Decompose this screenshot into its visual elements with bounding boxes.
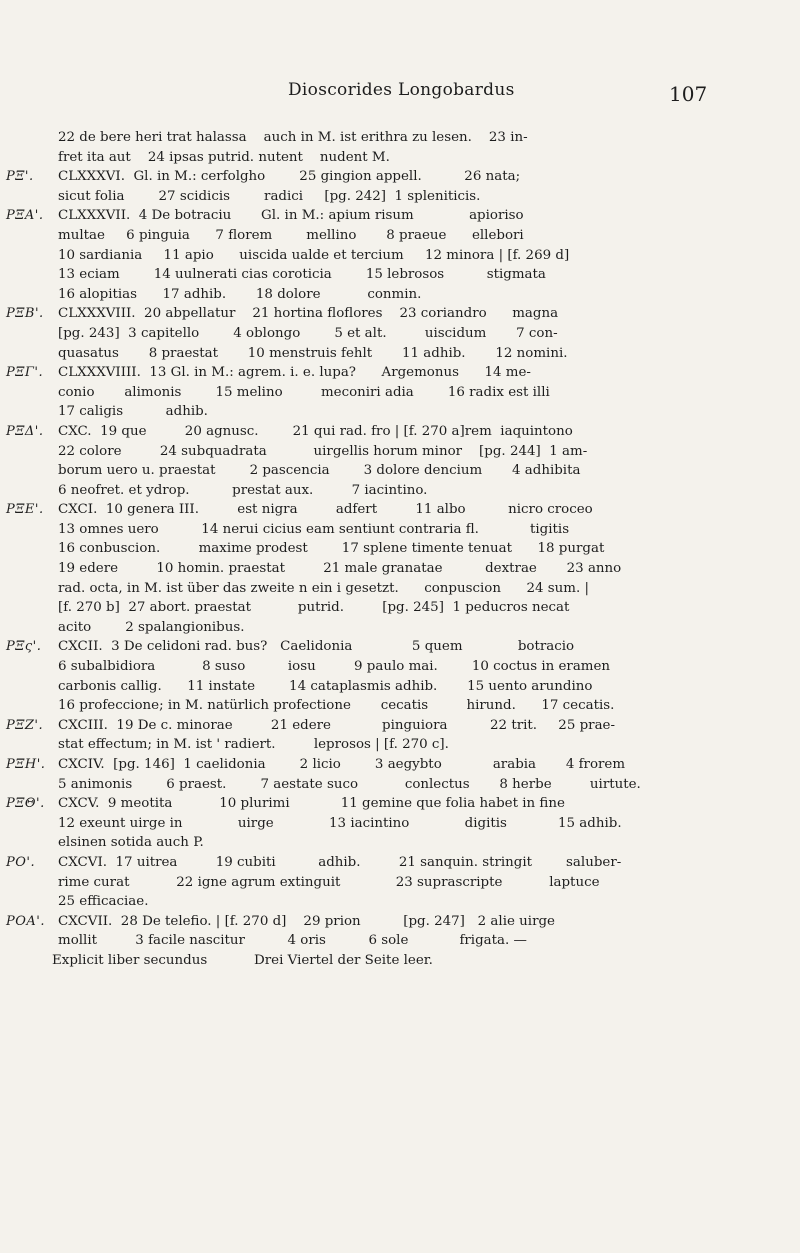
chapter-entry — [6, 500, 730, 637]
chapter-entry — [6, 755, 730, 794]
text-line: sicut folia 27 scidicis radici [pg. 242] 1 spleniticis. — [58, 188, 481, 204]
text-line: fret ita aut 24 ipsas putrid. nutent nudent M. — [58, 149, 390, 165]
chapter-sigil: PO'. — [6, 854, 36, 870]
text-line: 22 colore 24 subquadrata uirgellis horum minor [pg. 244] 1 am- — [58, 443, 588, 459]
chapter-entry — [6, 637, 730, 715]
text-line: 12 exeunt uirge in uirge 13 iacintino digitis 15 adhib. — [58, 815, 622, 831]
text-line: borum uero u. praestat 2 pascencia 3 dolore dencium 4 adhibita — [58, 463, 581, 479]
text-line: 13 omnes uero 14 nerui cicius eam sentiunt contraria fl. tigitis — [58, 521, 570, 537]
chapter-entry — [6, 167, 730, 206]
chapter-sigil: POA'. — [6, 913, 45, 929]
text-line: 16 conbuscion. maxime prodest 17 splene timente tenuat 18 purgat — [58, 541, 605, 557]
chapter-sigil: PΞH'. — [6, 757, 46, 772]
text-line: 25 efficaciae. — [58, 894, 149, 910]
text-line: 10 sardiania 11 apio uiscida ualde et tercium 12 minora | [f. 269 d] — [58, 247, 570, 263]
chapter-entry — [6, 912, 730, 951]
chapter-sigil: PΞA'. — [6, 208, 44, 224]
text-line: [f. 270 b] 27 abort. praestat putrid. [pg. 245] 1 peducros necat — [58, 600, 570, 616]
text-line: rad. octa, in M. ist über das zweite n ein i gesetzt. conpuscion 24 sum. | — [58, 580, 590, 596]
chapter-entry — [6, 716, 730, 755]
text-line: [pg. 243] 3 capitello 4 oblongo 5 et alt. uiscidum 7 con- — [58, 325, 558, 341]
text-line: carbonis callig. 11 instate 14 cataplasmis adhib. 15 uento arundino — [58, 678, 593, 694]
chapter-sigil: PΞΔ'. — [6, 423, 44, 439]
intro-block — [52, 128, 730, 167]
text-line: 22 de bere heri trat halassa auch in M. ist erithra zu lesen. 23 in- — [58, 130, 528, 145]
chapter-sigil: PΞB'. — [6, 306, 44, 322]
text-line: 19 edere 10 homin. praestat 21 male granatae dextrae 23 anno — [58, 561, 622, 577]
text-line: 13 eciam 14 uulnerati cias coroticia 15 lebrosos stigmata — [58, 267, 546, 283]
text-line: elsinen sotida auch P. — [58, 835, 204, 851]
text-line: 6 neofret. et ydrop. prestat aux. 7 iacintino. — [58, 482, 428, 498]
text-line: CXCI. 10 genera III. est nigra adfert 11 albo nicro croceo — [58, 502, 593, 518]
text-line: 16 profeccione; in M. natürlich profectione cecatis hirund. 17 cecatis. — [58, 698, 615, 714]
explicit-line: Explicit liber secundus Drei Viertel der Seite leer. — [52, 952, 433, 968]
text-line: multae 6 pinguia 7 florem mellino 8 praeue ellebori — [58, 227, 524, 243]
text-line: mollit 3 facile nascitur 4 oris 6 sole frigata. — — [58, 933, 527, 949]
text-line: CXCII. 3 De celidoni rad. bus? Caelidonia 5 quem botracio — [58, 639, 575, 655]
text-line: 16 alopitias 17 adhib. 18 dolore conmin. — [58, 286, 422, 302]
text-line: conio alimonis 15 melino meconiri adia 16 radix est illi — [58, 384, 550, 400]
chapter-sigil: PΞΘ'. — [6, 796, 45, 812]
chapter-sigil: PΞZ'. — [6, 717, 44, 733]
text-line: CXCVI. 17 uitrea 19 cubiti adhib. 21 sanquin. stringit saluber- — [58, 854, 622, 870]
text-line: quasatus 8 praestat 10 menstruis fehlt 11 adhib. 12 nomini. — [58, 345, 568, 361]
chapter-entry — [6, 422, 730, 500]
text-line: 6 subalbidiora 8 suso iosu 9 paulo mai. 10 coctus in eramen — [58, 659, 611, 675]
text-line: CXCVII. 28 De telefio. | [f. 270 d] 29 prion [pg. 247] 2 alie uirge — [58, 913, 555, 929]
text-line: CXC. 19 que 20 agnusc. 21 qui rad. fro | [f. 270 a]rem iaquintono — [58, 423, 573, 439]
chapter-sigil: PΞ'. — [6, 169, 34, 185]
text-line: CXCIII. 19 De c. minorae 21 edere pinguiora 22 trit. 25 prae- — [58, 717, 616, 733]
text-line: CLXXXVIII. 20 abpellatur 21 hortina floflores 23 coriandro magna — [58, 306, 559, 322]
page-title: Dioscorides Longobardus — [288, 80, 515, 100]
text-line: CLXXXVII. 4 De botraciu Gl. in M.: apium risum apioriso — [58, 208, 524, 224]
chapter-entry — [6, 363, 730, 422]
chapter-sigil: PΞE'. — [6, 502, 44, 518]
text-line: CXCV. 9 meotita 10 plurimi 11 gemine que folia habet in fine — [58, 796, 565, 812]
chapter-entry — [6, 206, 730, 304]
chapter-entry — [6, 304, 730, 363]
chapter-sigil: PΞς'. — [6, 639, 42, 655]
text-line: CLXXXVIIII. 13 Gl. in M.: agrem. i. e. lupa? Argemonus 14 me- — [58, 365, 531, 381]
chapter-entry — [6, 794, 730, 853]
text-line: 17 caligis adhib. — [58, 404, 208, 420]
text-line: stat effectum; in M. ist ' radiert. leprosos | [f. 270 c]. — [58, 737, 449, 753]
page-number: 107 — [669, 82, 708, 106]
text-line: rime curat 22 igne agrum extinguit 23 suprascripte laptuce — [58, 874, 600, 890]
chapter-sigil: PΞΓ'. — [6, 365, 44, 381]
chapter-entry — [6, 853, 730, 912]
explicit-block — [52, 951, 730, 971]
text-line: 5 animonis 6 praest. 7 aestate suco conlectus 8 herbe uirtute. — [58, 776, 641, 792]
apparatus-text — [6, 128, 730, 971]
text-line: CLXXXVI. Gl. in M.: cerfolgho 25 gingion appell. 26 nata; — [58, 169, 521, 185]
text-line: acito 2 spalangionibus. — [58, 619, 245, 635]
text-line: CXCIV. [pg. 146] 1 caelidonia 2 licio 3 aegybto arabia 4 frorem — [58, 757, 626, 772]
